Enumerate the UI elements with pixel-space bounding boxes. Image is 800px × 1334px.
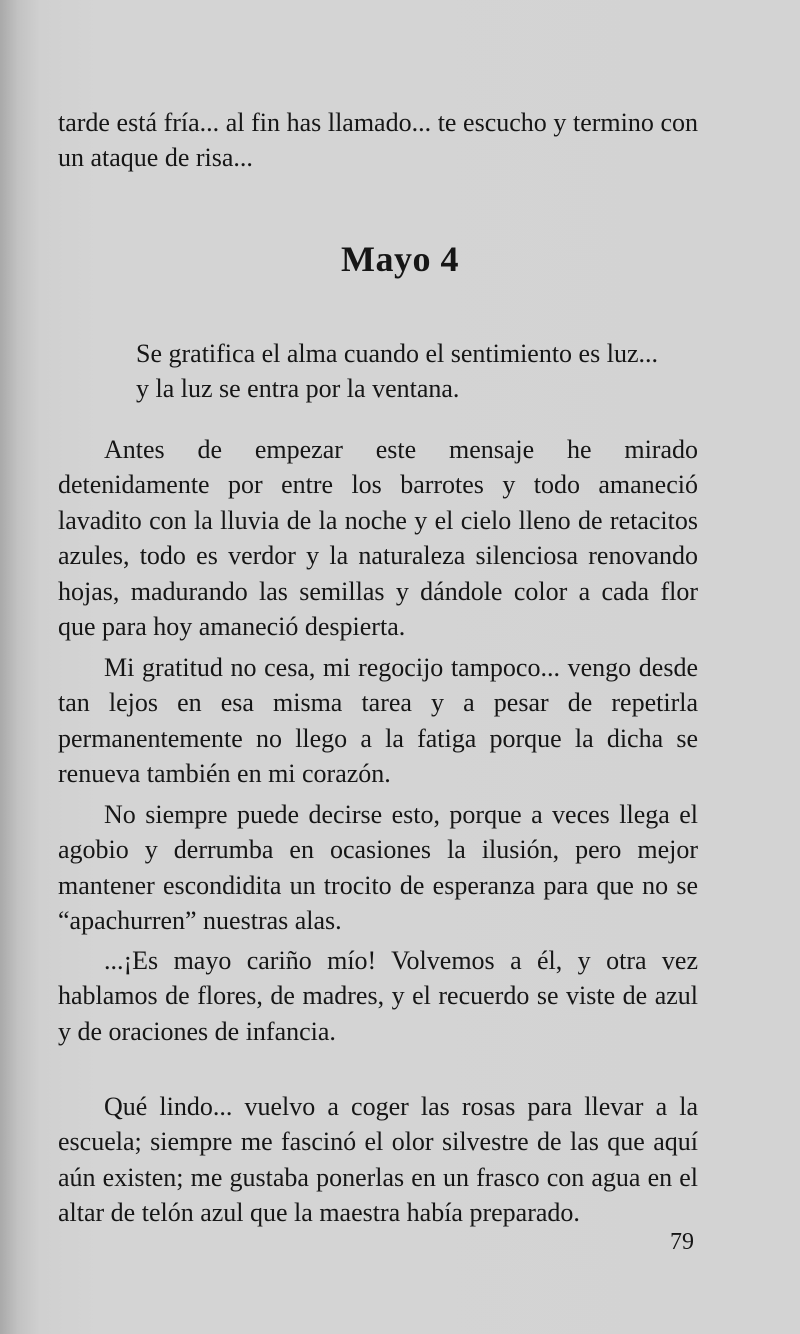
page-number: 79 (670, 1229, 694, 1255)
body-paragraph: Qué lindo... vuelvo a coger las rosas para llevar a la escuela; siempre me fascinó el olor silvestre de las que aquí aún existen; me gustaba ponerlas en un frasco con agua en el altar de telón azul que la maestra había preparado. (58, 1092, 698, 1228)
intro-paragraph: tarde está fría... al fin has llamado... te escucho y termino con un ataque de risa... (58, 108, 698, 173)
intro-text-block (58, 105, 698, 176)
paragraph-3-block (58, 797, 698, 939)
section-heading: Mayo 4 (341, 239, 459, 279)
paragraph-5-block (58, 1089, 698, 1231)
verse-line-2: y la luz se entra por la ventana. (136, 374, 460, 404)
body-paragraph: ...¡Es mayo cariño mío! Volvemos a él, y otra vez hablamos de flores, de madres, y el recuerdo se viste de azul y de oraciones de infancia. (58, 946, 698, 1046)
paragraph-2-block (58, 650, 698, 792)
body-paragraph: Mi gratitud no cesa, mi regocijo tampoco... vengo desde tan lejos en esa misma tarea y a pesar de repetirla permanentemente no llego a la fatiga porque la dicha se renueva también en mi corazón. (58, 653, 698, 789)
paragraph-1-block (58, 432, 698, 644)
body-paragraph: No siempre puede decirse esto, porque a veces llega el agobio y derrumba en ocasiones la ilusión, pero mejor mantener escondidita un trocito de esperanza para que no se “apachurren” nuestras alas. (58, 800, 698, 936)
body-paragraph: Antes de empezar este mensaje he mirado detenidamente por entre los barrotes y todo amaneció lavadito con la lluvia de la noche y el cielo lleno de retacitos azules, todo es verdor y la naturaleza silenciosa renovando hojas, madurando las semillas y dándole color a cada flor que para hoy amaneció despierta. (58, 435, 698, 642)
verse-line-1: Se gratifica el alma cuando el sentimiento es luz... (136, 339, 658, 368)
paragraph-4-block (58, 943, 698, 1049)
verse-block (136, 336, 696, 407)
